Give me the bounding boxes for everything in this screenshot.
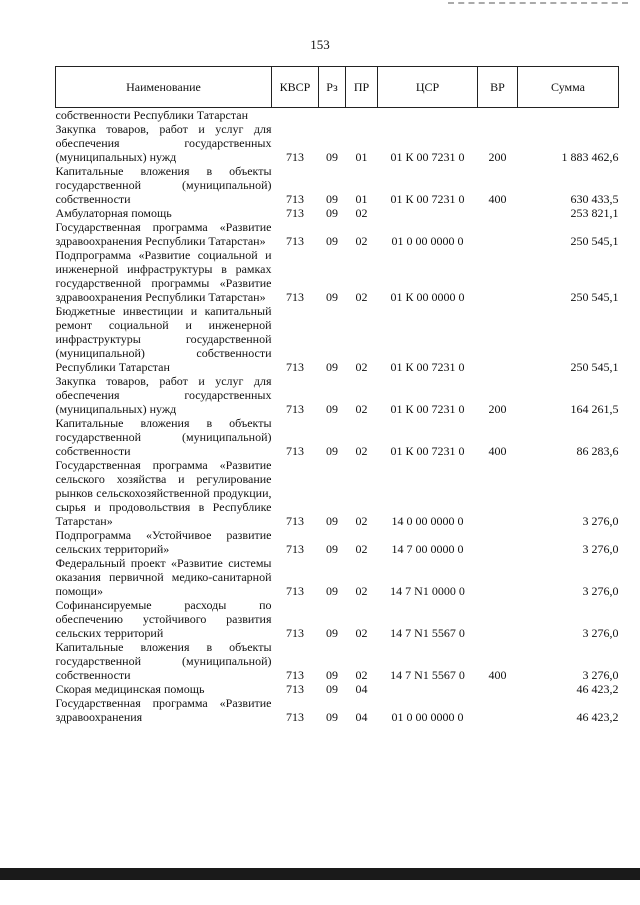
cell-csr: 01 К 00 0000 0 — [390, 290, 465, 304]
cell-pr: 02 — [355, 360, 368, 374]
cell-kvsr: 713 — [286, 584, 304, 598]
cell-rz — [319, 108, 346, 123]
table-row — [56, 416, 619, 458]
cell-vr — [478, 598, 518, 640]
cell-vr — [478, 696, 518, 724]
budget-table — [55, 66, 619, 724]
cell-sum: 3 276,0 — [582, 514, 619, 528]
cell-csr — [378, 682, 478, 696]
table-row — [56, 108, 619, 123]
cell-kvsr: 713 — [286, 360, 304, 374]
cell-pr: 02 — [355, 626, 368, 640]
cell-csr — [378, 108, 478, 123]
cell-name: Закупка товаров, работ и услуг для обеспечения государственных (муниципальных) нужд — [55, 122, 272, 164]
cell-sum: 3 276,0 — [582, 542, 619, 556]
cell-csr: 01 К 00 7231 0 — [390, 192, 465, 206]
table-row — [56, 528, 619, 556]
cell-csr: 01 К 00 7231 0 — [390, 360, 465, 374]
cell-kvsr: 713 — [286, 626, 304, 640]
cell-name: Бюджетные инвестиции и капитальный ремонт социальной и инженерной инфраструктуры государственной (муниципальной) собственности Республики Татарстан — [55, 304, 272, 374]
cell-csr: 01 0 00 0000 0 — [391, 710, 464, 724]
cell-vr: 200 — [488, 150, 507, 164]
cell-sum: 46 423,2 — [576, 682, 619, 696]
cell-pr: 02 — [355, 444, 368, 458]
cell-csr: 01 К 00 7231 0 — [390, 402, 465, 416]
cell-sum: 250 545,1 — [570, 234, 619, 248]
cell-pr: 01 — [355, 192, 368, 206]
cell-csr: 14 7 N1 5567 0 — [390, 626, 465, 640]
cell-sum: 86 283,6 — [576, 444, 619, 458]
cell-name: Скорая медицинская помощь — [55, 682, 205, 696]
cell-kvsr: 713 — [286, 514, 304, 528]
header-kvsr: КВСР — [272, 67, 319, 108]
cell-sum: 1 883 462,6 — [561, 150, 619, 164]
cell-pr: 02 — [355, 206, 368, 220]
cell-kvsr: 713 — [286, 234, 304, 248]
cell-csr — [378, 206, 478, 220]
cell-pr: 01 — [355, 150, 368, 164]
cell-name: Амбулаторная помощь — [55, 206, 172, 220]
cell-vr — [478, 304, 518, 374]
header-csr: ЦСР — [378, 67, 478, 108]
cell-name: Подпрограмма «Развитие социальной и инженерной инфраструктуры в рамках государственной программы «Развитие здравоохранения Республики Татарстан» — [55, 248, 272, 304]
cell-kvsr: 713 — [286, 682, 304, 696]
cell-vr — [478, 220, 518, 248]
cell-csr: 14 0 00 0000 0 — [391, 514, 464, 528]
cell-kvsr: 713 — [286, 290, 304, 304]
cell-rz: 09 — [326, 514, 338, 528]
cell-rz: 09 — [326, 360, 338, 374]
cell-sum: 3 276,0 — [582, 584, 619, 598]
cell-kvsr: 713 — [286, 150, 304, 164]
table-row — [56, 206, 619, 220]
cell-rz: 09 — [326, 192, 338, 206]
cell-pr: 02 — [355, 514, 368, 528]
cell-sum — [518, 108, 619, 123]
cell-pr: 02 — [355, 234, 368, 248]
cell-sum: 250 545,1 — [570, 360, 619, 374]
header-name: Наименование — [56, 67, 272, 108]
cell-rz: 09 — [326, 402, 338, 416]
cell-pr: 04 — [355, 682, 368, 696]
cell-pr — [346, 108, 378, 123]
cell-rz: 09 — [326, 584, 338, 598]
header-rz: Рз — [319, 67, 346, 108]
table-row — [56, 682, 619, 696]
cell-vr — [478, 556, 518, 598]
cell-sum: 164 261,5 — [570, 402, 619, 416]
cell-name: Подпрограмма «Устойчивое развитие сельских территорий» — [55, 528, 272, 556]
table-row — [56, 164, 619, 206]
cell-csr: 14 7 00 0000 0 — [391, 542, 464, 556]
cell-name: Государственная программа «Развитие здравоохранения Республики Татарстан» — [55, 220, 272, 248]
table-row — [56, 304, 619, 374]
cell-vr — [478, 248, 518, 304]
cell-sum: 3 276,0 — [582, 668, 619, 682]
header-vr: ВР — [478, 67, 518, 108]
cell-sum: 253 821,1 — [570, 206, 619, 220]
table-row — [56, 640, 619, 682]
cell-pr: 02 — [355, 668, 368, 682]
cell-rz: 09 — [326, 444, 338, 458]
cell-sum: 630 433,5 — [570, 192, 619, 206]
cell-vr: 400 — [488, 192, 507, 206]
page-number: 153 — [310, 37, 330, 52]
cell-name: Федеральный проект «Развитие системы оказания первичной медико-санитарной помощи» — [55, 556, 272, 598]
cell-vr: 400 — [488, 444, 507, 458]
table-row — [56, 220, 619, 248]
table-row — [56, 122, 619, 164]
cell-kvsr: 713 — [286, 192, 304, 206]
header-pr: ПР — [346, 67, 378, 108]
cell-rz: 09 — [326, 682, 338, 696]
cell-vr — [478, 682, 518, 696]
cell-vr — [478, 458, 518, 528]
header-sum: Сумма — [518, 67, 619, 108]
table-row — [56, 248, 619, 304]
cell-vr — [478, 528, 518, 556]
cell-pr: 02 — [355, 290, 368, 304]
cell-vr — [478, 108, 518, 123]
cell-kvsr: 713 — [286, 668, 304, 682]
cell-pr: 04 — [355, 710, 368, 724]
table-row — [56, 556, 619, 598]
cell-sum: 250 545,1 — [570, 290, 619, 304]
cell-kvsr: 713 — [286, 542, 304, 556]
cell-rz: 09 — [326, 626, 338, 640]
cell-sum: 46 423,2 — [576, 710, 619, 724]
table-row — [56, 374, 619, 416]
cell-csr: 14 7 N1 0000 0 — [390, 584, 465, 598]
cell-csr: 14 7 N1 5567 0 — [390, 668, 465, 682]
scan-bottom-bar — [0, 868, 640, 880]
cell-name: Государственная программа «Развитие сельского хозяйства и регулирование рынков сельскохозяйственной продукции, сырья и продовольствия в Республике Татарстан» — [55, 458, 272, 528]
cell-rz: 09 — [326, 668, 338, 682]
cell-name: Софинансируемые расходы по обеспечению устойчивого развития сельских территорий — [55, 598, 272, 640]
cell-sum: 3 276,0 — [582, 626, 619, 640]
cell-rz: 09 — [326, 710, 338, 724]
cell-csr: 01 К 00 7231 0 — [390, 444, 465, 458]
cell-csr: 01 0 00 0000 0 — [391, 234, 464, 248]
cell-rz: 09 — [326, 542, 338, 556]
cell-vr: 400 — [488, 668, 507, 682]
cell-name: Капитальные вложения в объекты государственной (муниципальной) собственности — [55, 640, 272, 682]
cell-rz: 09 — [326, 234, 338, 248]
cell-name: Капитальные вложения в объекты государственной (муниципальной) собственности — [55, 416, 272, 458]
cell-kvsr: 713 — [286, 444, 304, 458]
cell-csr: 01 К 00 7231 0 — [390, 150, 465, 164]
cell-rz: 09 — [326, 290, 338, 304]
cell-rz: 09 — [326, 206, 338, 220]
cell-kvsr: 713 — [286, 402, 304, 416]
cell-vr — [478, 206, 518, 220]
cell-name: Закупка товаров, работ и услуг для обеспечения государственных (муниципальных) нужд — [55, 374, 272, 416]
table-header-row — [56, 67, 619, 108]
cell-pr: 02 — [355, 402, 368, 416]
cell-kvsr: 713 — [286, 206, 304, 220]
cell-name: собственности Республики Татарстан — [55, 108, 248, 122]
cell-kvsr — [272, 108, 319, 123]
cell-rz: 09 — [326, 150, 338, 164]
cell-vr: 200 — [488, 402, 507, 416]
cell-pr: 02 — [355, 542, 368, 556]
scan-edge-mark — [448, 2, 628, 6]
cell-name: Государственная программа «Развитие здравоохранения — [55, 696, 272, 724]
cell-pr: 02 — [355, 584, 368, 598]
cell-name: Капитальные вложения в объекты государственной (муниципальной) собственности — [55, 164, 272, 206]
table-row — [56, 458, 619, 528]
table-row — [56, 598, 619, 640]
cell-kvsr: 713 — [286, 710, 304, 724]
table-row — [56, 696, 619, 724]
